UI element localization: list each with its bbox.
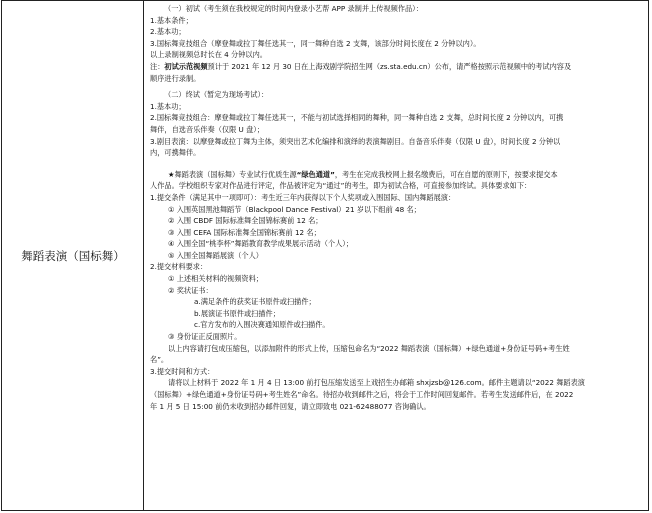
- prelim-video-note-cont: 顺序进行录制。: [150, 73, 201, 83]
- final-item-2: 2.国标舞竞技组合：摩登舞或拉丁舞任选其一，不能与初试选择相同的舞种，同一舞种自选 2 支舞，总时间长度 2 分钟以内，可携: [150, 113, 564, 123]
- final-item-1: 1.基本功；: [150, 101, 186, 111]
- requirements-cell: [144, 1, 648, 510]
- prelim-item-2: 2.基本功；: [150, 27, 186, 37]
- material-2: ② 奖状证书：: [168, 285, 213, 295]
- final-item-3: 3.剧目表演：以摩登舞或拉丁舞为主体，须突出艺术化编排和演绎的表演舞剧目。自备音乐伴奏（仅限 U 盘），时间长度 2 分钟以: [150, 136, 561, 146]
- material-2a: a.满足条件的获奖证书原件或扫描件；: [194, 297, 316, 307]
- green-channel-intro: [150, 169, 642, 181]
- major-name: 舞蹈表演（国标舞）: [21, 248, 125, 263]
- condition-3: ③ 入围 CEFA 国际标准舞全国锦标赛前 12 名；: [168, 227, 321, 237]
- prelim-video-note: [150, 61, 642, 73]
- material-3: ③ 身份证正反面照片。: [168, 332, 242, 342]
- green-channel-label: “绿色通道”: [296, 169, 335, 179]
- submission-time-heading: 3.提交时间和方式：: [150, 366, 215, 376]
- final-item-2-cont: 舞伴，自选音乐伴奏（仅限 U 盘）；: [150, 124, 265, 134]
- requirements-table: [1, 0, 649, 511]
- submission-instructions-cont-2: 年 1 月 5 日 15:00 前仍未收到招办邮件回复，请立即致电 021-62488077 咨询确认。: [150, 401, 431, 411]
- final-item-3-cont: 内，可携舞伴。: [150, 148, 201, 158]
- preliminary-heading: （一）初试（考生须在我校规定的时间内登录小艺帮 APP 录制并上传视频作品）：: [164, 4, 423, 13]
- major-cell: [2, 1, 144, 510]
- note-text: 预计于 2021 年 12 月 30 日在上海戏剧学院招生网（zs.sta.edu.cn）公布，请严格按照示范视频中的考试内容及: [207, 61, 572, 71]
- prelim-item-1: 1.基本条件；: [150, 15, 193, 25]
- material-2c: c.官方发布的入围决赛通知原件或扫描件。: [194, 320, 330, 330]
- intro-text-cont: ，考生在完成我校网上报名缴费后，可在自愿的原则下，按要求提交本: [334, 169, 558, 179]
- submission-instructions: 请将以上材料于 2022 年 1 月 4 日 13:00 前打包压缩发送至上戏招生办邮箱 shxjzsb@126.com。邮件主题请以“2022 舞蹈表演: [168, 378, 585, 388]
- condition-4: ④ 入围全国“桃李杯”舞蹈教育教学成果展示活动（个人）；: [168, 239, 354, 249]
- packaging-note: 以上内容请打包成压缩包，以添加附件的形式上传，压缩包命名为“2022 舞蹈表演（国标舞）+绿色通道+身份证号码+考生姓: [168, 343, 570, 353]
- prelim-item-3: 3.国标舞竞技组合（摩登舞或拉丁舞任选其一，同一舞种自选 2 支舞，该部分时间长度在 2 分钟以内）。: [150, 38, 481, 48]
- note-prefix: 注：: [150, 61, 165, 71]
- intro-text: ★舞蹈表演（国标舞）专业试行优质生源: [168, 169, 297, 179]
- demo-video-label: 初试示范视频: [164, 61, 208, 71]
- final-heading: （二）终试（暂定为现场考试）：: [164, 90, 269, 100]
- material-1: ① 上述相关材料的视频资料；: [168, 274, 263, 284]
- material-2b: b.展演证书原件或扫描件；: [194, 308, 280, 318]
- condition-2: ② 入围 CBDF 国际标准舞全国锦标赛前 12 名；: [168, 216, 323, 226]
- green-channel-intro-cont: 人作品。学校组织专家对作品进行评定，作品被评定为“通过”的考生，即为初试合格，可直接参加终试。具体要求如下：: [150, 181, 532, 191]
- materials-heading: 2.提交材料要求：: [150, 262, 208, 272]
- prelim-duration-note: 以上录制视频总时长在 4 分钟以内。: [150, 50, 267, 60]
- condition-5: ⑤ 入围全国舞蹈展演（个人）: [168, 250, 263, 260]
- submission-instructions-cont-1: （国标舞）+绿色通道+身份证号码+考生姓名”命名。待招办收到邮件之后，将会于工作时间回复邮件。若考生发送邮件后，在 2022: [150, 390, 574, 399]
- packaging-note-cont: 名”。: [150, 355, 169, 365]
- submission-conditions: 1.提交条件（满足其中一项即可）：考生近三年内获得以下个人奖项或入围国际、国内舞蹈展演：: [150, 192, 456, 202]
- condition-1: ① 入围英国黑池舞蹈节（Blackpool Dance Festival）21 岁以下组前 48 名；: [168, 204, 421, 214]
